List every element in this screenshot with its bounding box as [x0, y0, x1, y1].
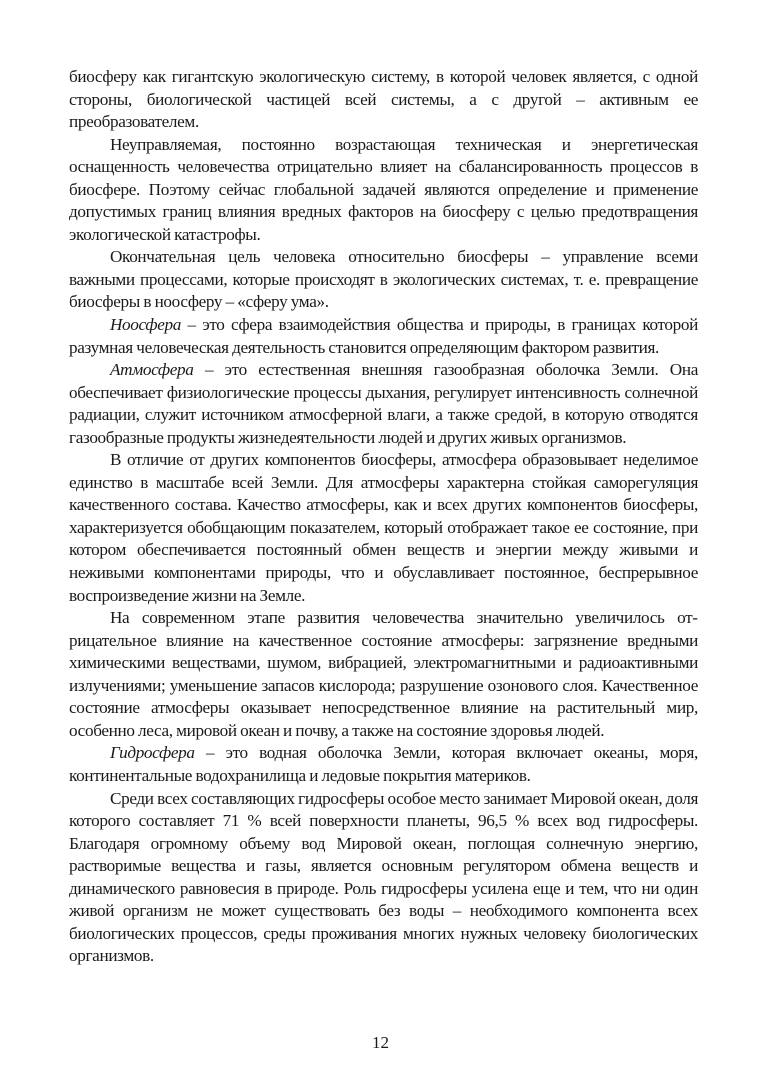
- paragraph-technical-impact: [69, 134, 698, 247]
- paragraph-final-goal: [69, 246, 698, 314]
- paragraph-text: В отличие от других компонентов биосферы, атмосфера образовывает неделимое единство в масштабе всей Земли. Для атмосферы характерна стойкая саморегуляция качественного состава. Качество атмосферы, как и всех других компонентов биосферы, характеризуется обобщающим показателем, который отображает такое ее состояние, при котором обеспечивается постоянный обмен веществ и энергии между живыми и неживыми компонентами природы, что и обуславливает постоянное, беспрерывное воспроизведение жизни на Земле.: [69, 450, 698, 605]
- paragraph-text: – это водная оболочка Земли, которая включает океаны, моря, континентальные водохранилища и ледовые покрытия материков.: [69, 743, 698, 785]
- paragraph-atmosphere-negative-impact: [69, 607, 698, 742]
- term-atmosphere: Атмосфера: [110, 360, 194, 380]
- term-hydrosphere: Гидросфера: [110, 743, 195, 763]
- paragraph-text: – это естественная внешняя газообразная оболочка Земли. Она обеспечивает физиологические процессы дыхания, регулирует интенсивность солнечной радиации, служит источником атмосферной влаги, а также средой, в которую отводятся газообразные продукты жизнедеятельности людей и других живых организмов.: [69, 360, 698, 447]
- paragraph-atmosphere-unity: [69, 449, 698, 607]
- paragraph-noosphere-definition: [69, 314, 698, 359]
- paragraph-hydrosphere-definition: [69, 742, 698, 787]
- paragraph-atmosphere-definition: [69, 359, 698, 449]
- paragraph-text: – это сфера взаимодействия общества и природы, в границах которой разумная человеческая деятельность становится определяющим фактором развития.: [69, 315, 698, 357]
- paragraph-text: На современном этапе развития человечества значительно увеличилось отрицательное влияние на качественное состояние атмосферы: загрязнение вредными химическими веществами, шумом, вибрацией, электромагнитными и радиоактивными излучениями; уменьшение запасов кислорода; разрушение озонового слоя. Качественное состояние атмосферы оказывает непосредственное влияние на растительный мир, особенно леса, мировой океан и почву, а также на состояние здоровья людей.: [69, 608, 698, 740]
- paragraph-biosphere-intro: [69, 66, 698, 134]
- document-page-body: [69, 66, 698, 968]
- paragraph-text: биосферу как гигантскую экологическую систему, в которой человек является, с одной стороны, биологической частицей всей системы, а с другой – активным ее преобразователем.: [69, 67, 698, 132]
- paragraph-world-ocean: [69, 788, 698, 968]
- paragraph-text: Неуправляемая, постоянно возрастающая техническая и энергетическая оснащенность человечества отрицательно влияет на сбалансированность процессов в биосфере. Поэтому сейчас глобальной задачей являются определение и применение допустимых границ влияния вредных факторов на биосферу с целью предотвращения экологической катастрофы.: [69, 134, 698, 244]
- paragraph-text: Окончательная цель человека относительно биосферы – управление всеми важными процессами, которые происходят в экологических системах, т. е. превращение биосферы в ноосферу – «сферу ума».: [69, 247, 698, 312]
- paragraph-text: Среди всех составляющих гидросферы особое место занимает Мировой океан, доля которого составляет 71 % всей поверхности планеты, 96,5 % всех вод гидросферы. Благодаря огромному объему вод Мировой океан, поглощая солнечную энергию, растворимые вещества и газы, является основным регулятором обмена веществ и динамического равновесия в природе. Роль гидросферы усилена еще и тем, что ни один живой организм не может существовать без воды – необходимого компонента всех биологических процессов, среды проживания многих нужных человеку биологических организмов.: [69, 788, 698, 966]
- page-number: 12: [372, 1033, 389, 1052]
- term-noosphere: Ноосфера: [110, 315, 182, 335]
